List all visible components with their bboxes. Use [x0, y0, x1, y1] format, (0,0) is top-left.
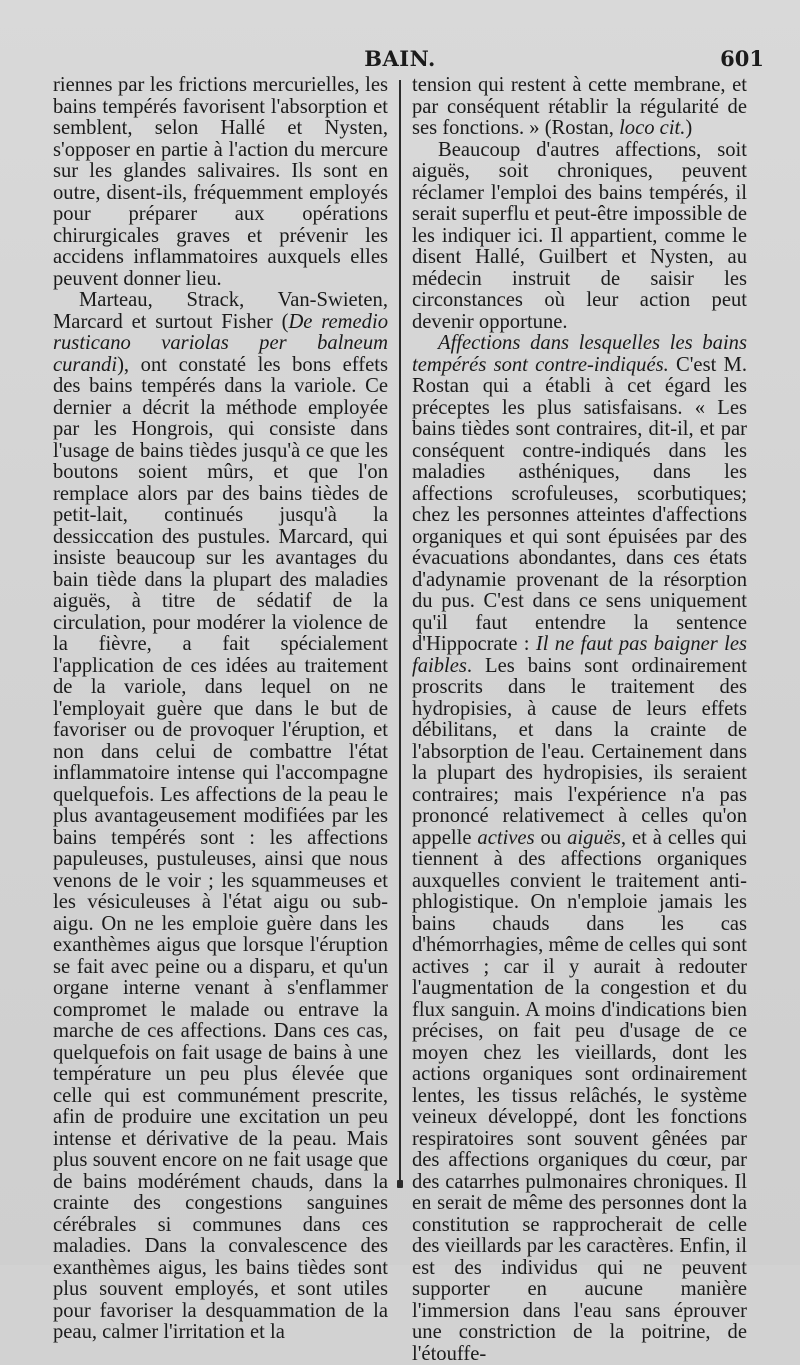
right-paragraph-1-text-a: tension qui restent à cette membrane, et par conséquent rétablir la régularité de ses fonctions. » (Rostan,: [412, 74, 747, 139]
column-divider-end: [397, 1180, 403, 1188]
citation-italic: loco cit.: [619, 117, 686, 139]
right-paragraph-3-ou: ou: [534, 826, 568, 849]
column-divider: [399, 80, 401, 1185]
term-aigues: aiguës: [567, 826, 621, 849]
running-title: BAIN.: [364, 46, 436, 71]
right-paragraph-1: [412, 75, 747, 140]
left-column: [53, 75, 388, 1344]
latin-title: De remedio rusticano variolas per balneum curandi: [53, 310, 388, 376]
right-paragraph-3-text-b: . Les bains sont ordinairement proscrits dans le traitement des hydropisies, à cause de leurs effets débilitans, et dans la crainte de l'absorption de l'eau. Certainement dans la plupart des hydropisies, ils seraient contraires; mais l'expérience n'a pas prononcé relativemect à celles qu'on appelle: [412, 654, 747, 849]
right-paragraph-2-text: Beaucoup d'autres affections, soit aiguës, soit chroniques, peuvent réclamer l'emploi des bains tempérés, il serait superflu et peut-être impossible de les indiquer ici. Il appartient, comme le disent Hallé, Guilbert et Nysten, au médecin instruit de saisir les circonstances où leur action peut devenir opportune.: [412, 138, 747, 333]
left-paragraph-1-text: riennes par les frictions mercurielles, les bains tempérés favorisent l'absorption et semblent, selon Hallé et Nysten, s'opposer en partie à l'action du mercure sur les glandes salivaires. Ils sont en outre, disent-ils, fréquemment employés pour préparer aux opérations chirurgicales graves et prévenir les accidens inflammatoires auxquels elles peuvent donner lieu.: [53, 74, 388, 290]
right-paragraph-1-text-b: ): [685, 117, 693, 139]
right-paragraph-3-text-c: , et à celles qui tiennent à des affections organiques auxquelles convient le traitement anti-phlogistique. On n'emploie jamais les bains chauds dans les cas d'hémorrhagies, même de celles qui sont actives ; car il y aurait à redouter l'augmentation de la congestion et du flux sanguin. A moins d'indications bien précises, on fait peu d'usage de ce moyen chez les vieillards, dont les actions organiques sont ordinairement lentes, les tissus relâchés, le système veineux développé, dont les fonctions respiratoires sont souvent gênées par des affections organiques du cœur, par des catarrhes pulmonaires chroniques. Il en serait de même des personnes dont la constitution se rapprocherait de celle des vieillards par les caractères. Enfin, il est des individus qui ne peuvent supporter en aucune manière l'immersion dans l'eau sans éprouver une constriction de la poitrine, de l'étouffe-: [412, 826, 747, 1365]
hippocrates-quote: Il ne faut pas baigner les faibles: [412, 633, 747, 677]
left-paragraph-2: [53, 290, 388, 1344]
right-column: [412, 75, 747, 1365]
right-paragraph-3: [412, 333, 747, 1365]
right-paragraph-2: [412, 140, 747, 334]
term-actives: actives: [477, 826, 535, 849]
page-number: 601: [720, 46, 764, 71]
running-head: [0, 46, 800, 74]
left-paragraph-1: [53, 75, 388, 290]
right-paragraph-3-text-a: C'est M. Rostan qui a établi à cet égard les préceptes les plus satisfaisans. « Les bains tièdes sont contraires, dit-il, et par conséquent contre-indiqués dans les maladies asthéniques, dans les affections scrofuleuses, scorbutiques; chez les personnes atteintes d'affections organiques et qui sont épuisées par des évacuations abondantes, dans ces états d'adynamie provenant de la résorption du pus. C'est dans ce sens uniquement qu'il faut entendre la sentence d'Hippocrate :: [412, 353, 747, 655]
left-paragraph-2-text-b: ), ont constaté les bons effets des bains tempérés dans la variole. Ce dernier a décrit la méthode employée par les Hongrois, qui consiste dans l'usage de bains tièdes jusqu'à ce que les boutons soient mûrs, et que l'on remplace alors par des bains tièdes de petit-lait, continués jusqu'à la dessiccation des pustules. Marcard, qui insiste beaucoup sur les avantages du bain tiède dans la plupart des maladies aiguës, à titre de sédatif de la circulation, pour modérer la violence de la fièvre, a fait spécialement l'application de ces idées au traitement de la variole, dans lequel on ne l'employait guère que dans le but de favoriser ou de provoquer l'éruption, et non dans celui de combattre l'état inflammatoire intense qui l'accompagne quelquefois. Les affections de la peau le plus avantageusement modifiées par les bains tempérés sont : les affections papuleuses, pustuleuses, ainsi que nous venons de le voir ; les squammeuses et les vésiculeuses à l'état aigu ou sub-aigu. On ne les emploie guère dans les exanthèmes aigus que lorsque l'éruption se fait avec peine ou a disparu, et qu'un organe interne venant à s'enflammer compromet le malade ou entrave la marche de ces affections. Dans ces cas, quelquefois on fait usage de bains à une température un peu plus élevée que celle qui est communément prescrite, afin de produire une excitation un peu intense et dérivative de la peau. Mais plus souvent encore on ne fait usage que de bains modérément chauds, dans la crainte des congestions sanguines cérébrales si communes dans ces maladies. Dans la convalescence des exanthèmes aigus, les bains tièdes sont plus souvent employés, et sont utiles pour favoriser la desquammation de la peau, calmer l'irritation et la: [53, 353, 388, 1343]
left-paragraph-2-text-a: Marteau, Strack, Van-Swieten, Marcard et surtout Fisher (: [53, 289, 388, 333]
section-heading-italic: Affections dans lesquelles les bains tempérés sont contre-indiqués.: [412, 332, 747, 376]
